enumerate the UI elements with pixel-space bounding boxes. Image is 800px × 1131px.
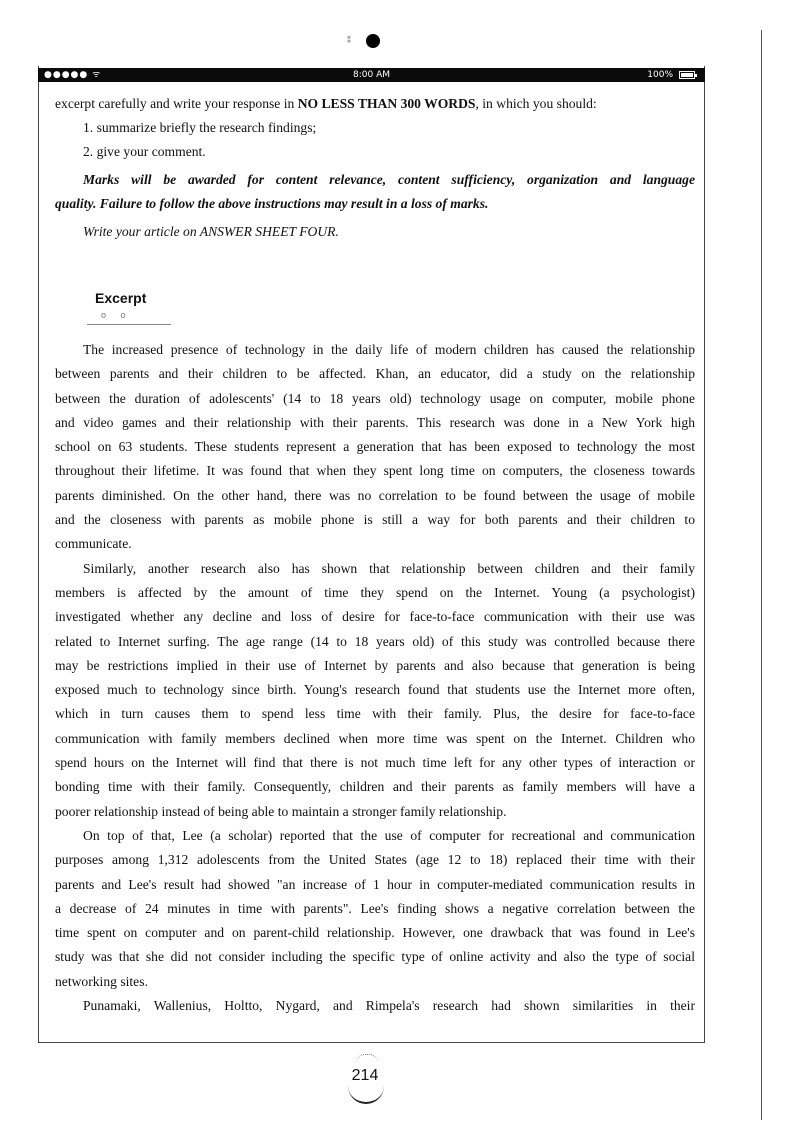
camera-dot-icon [366,34,380,48]
body-line: purposes among 1,312 adolescents from the United States (age 12 to 18) replaced their time with their [55,852,695,868]
excerpt-underline [87,324,171,325]
frame-left-border [38,66,39,1042]
battery-percent: 100% [647,70,673,80]
excerpt-heading [95,264,695,328]
body-line: school on 63 students. These students represent a generation that has been exposed to technology the most [55,439,695,455]
excerpt-decoration: o o [101,310,132,320]
excerpt-title: Excerpt [95,290,147,306]
instructions [55,92,695,244]
body-line: investigated whether any decline and loss of desire for face-to-face communication with their use was [55,609,695,625]
body-line: between the duration of adolescents' (14 to 18 years old) technology usage on computer, mobile phone [55,390,695,406]
body-line: bonding time with their family. Consequently, children and their parents as family members will have a [55,779,695,795]
body-line: a decrease of 24 minutes in time with parents". Lee's finding shows a negative correlation between the [55,900,695,916]
body-line: study was that she did not consider including the specific type of online activity and also the type of social [55,949,695,965]
status-bar [38,68,705,82]
body-line: may be restrictions implied in their use of Internet by parents and also because that generation is being [55,657,695,673]
body-line: communicate. [55,536,132,552]
frame-bottom-border [38,1042,705,1043]
signal-wifi-icon: ●●●●● ᯤ [44,70,102,80]
marks-note-line-2: quality. Failure to follow the above instructions may result in a loss of marks. [55,196,489,211]
instruction-line-1: excerpt carefully and write your response in NO LESS THAN 300 WORDS, in which you should: [55,96,597,111]
body-line: spend hours on the Internet will find that there is not much time left for any other types of interaction or [55,755,695,771]
body-line: parents and Lee's result had showed "an increase of 1 hour in computer-mediated communication results in [55,876,695,892]
body-line: Similarly, another research also has shown that relationship between children and their family [83,560,695,576]
body-line: On top of that, Lee (a scholar) reported that the use of computer for recreational and communication [83,827,695,843]
body-line: time spent on computer and on parent-child relationship. However, one drawback that was found in Lee's [55,925,695,941]
body-line: which in turn causes them to spend less time with their family. Plus, the desire for face-to-face [55,706,695,722]
status-time: 8:00 AM [353,70,390,80]
instruction-item-2: 2. give your comment. [83,144,206,159]
body-line: parents diminished. On the other hand, there was no correlation to be found between the usage of mobile [55,487,695,503]
body-line: networking sites. [55,973,148,989]
battery-icon [679,71,695,79]
answer-sheet-note: Write your article on ANSWER SHEET FOUR. [83,224,339,239]
marks-note-line-1: Marks will be awarded for content relevance, content sufficiency, organization and language [83,172,695,187]
page-number: 214 [351,1067,379,1084]
body-line: communication with family members declined when more time was spent on the Internet. Children who [55,730,695,746]
body-line: members is affected by the amount of time they spend on the Internet. Young (a psychologist) [55,584,695,600]
body-line: exposed much to technology since birth. Young's research found that students use the Internet more often, [55,682,695,698]
frame-right-border [704,66,705,1042]
body-line: and video games and their relationship with their parents. This research was done in a New York high [55,414,695,430]
excerpt-body [55,338,695,1018]
word-requirement: NO LESS THAN 300 WORDS [297,96,476,111]
body-line: The increased presence of technology in the daily life of modern children has caused the relationship [83,342,695,357]
body-line: and the closeness with parents as mobile phone is still a way for both parents and their children to [55,512,695,528]
body-line: throughout their lifetime. It was found that when they spent long time on computers, the closeness towards [55,463,695,479]
body-line: between parents and their children to be affected. Khan, an educator, did a study on the relationship [55,366,695,382]
page-edge-line [761,30,762,1120]
body-line: poorer relationship instead of being able to maintain a stronger family relationship. [55,803,507,819]
body-line: Punamaki, Wallenius, Holtto, Nygard, and Rimpela's research had shown similarities in their [83,998,695,1014]
instruction-item-1: 1. summarize briefly the research findings; [83,120,317,135]
body-line: related to Internet surfing. The age range (14 to 18 years old) of this study was controlled because there [55,633,695,649]
camera-mark-icon: ⁑ [347,36,351,45]
page-number-ornament [356,1054,378,1063]
document-content [55,92,695,1018]
